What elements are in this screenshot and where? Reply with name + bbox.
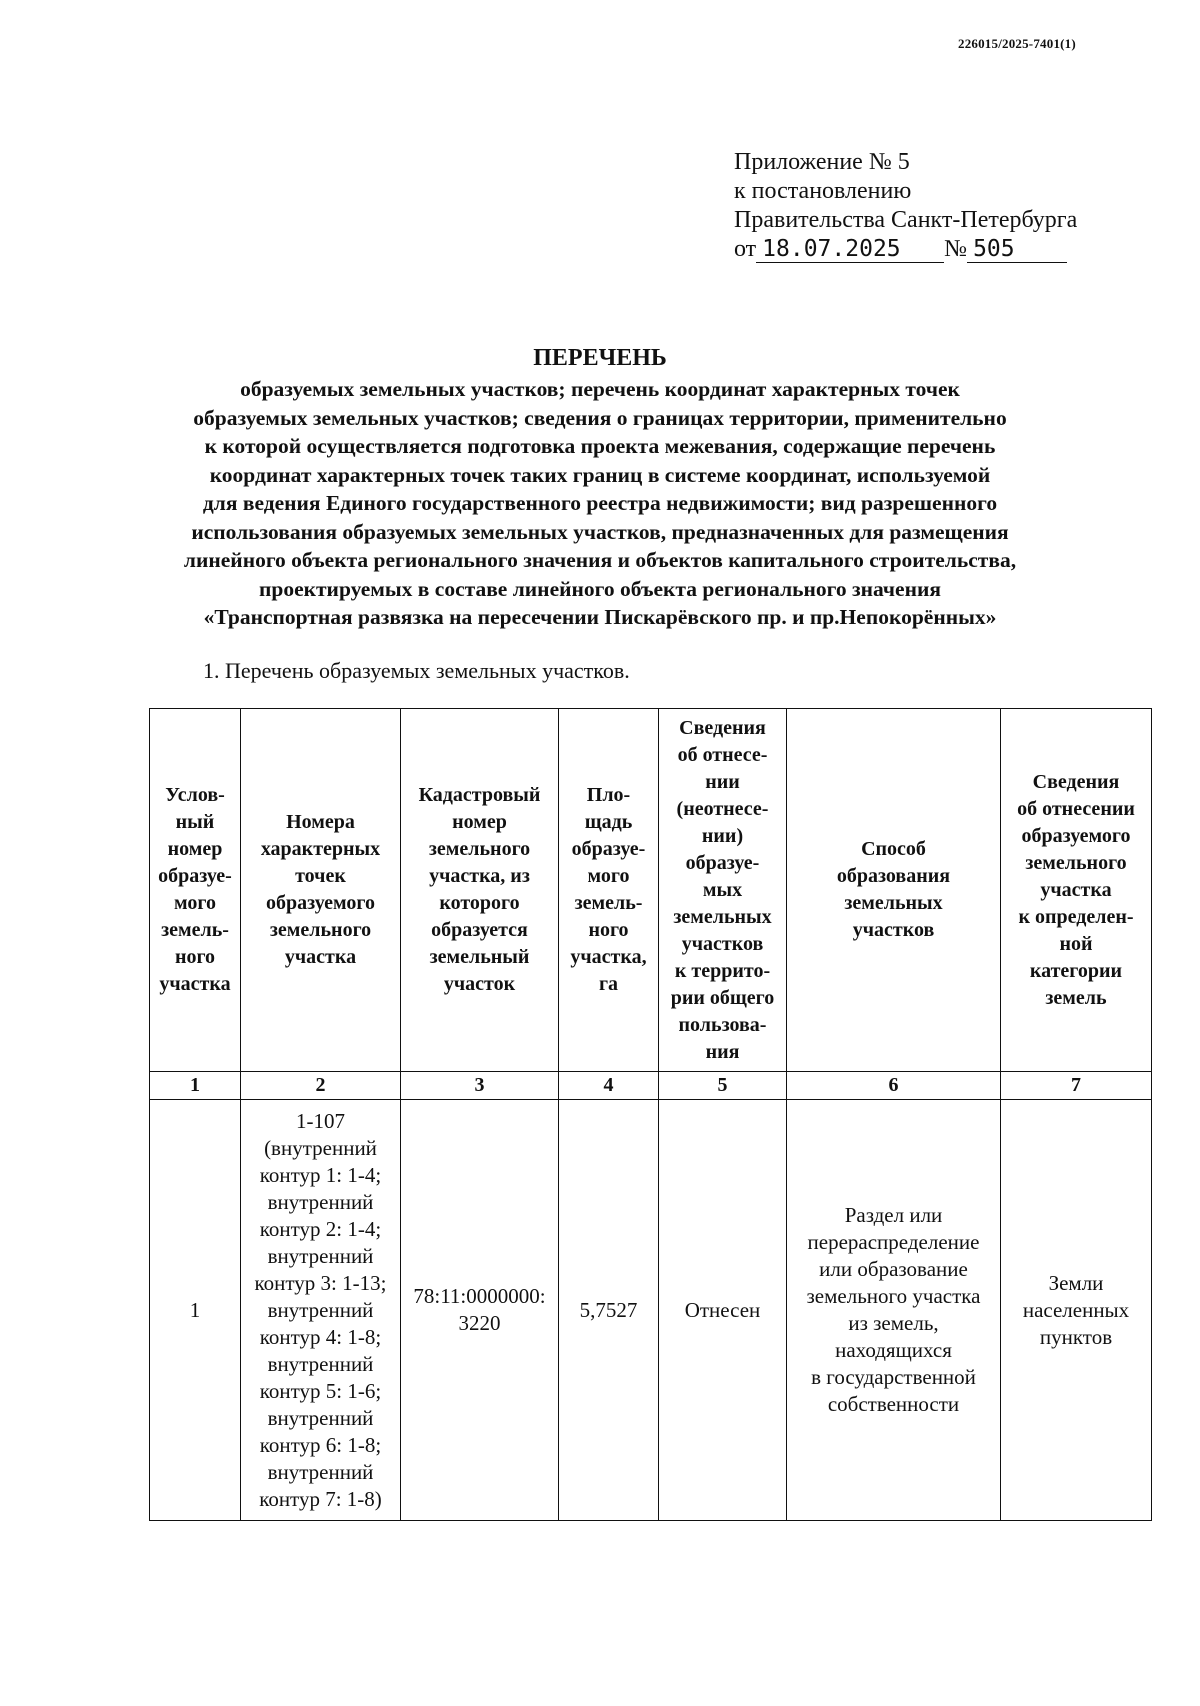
- formation-method-cell-line: перераспределение: [807, 1230, 980, 1254]
- header-text: участков: [852, 919, 935, 941]
- header-text: ного: [588, 919, 629, 941]
- header-text: земельного: [1025, 851, 1127, 874]
- table-row: [150, 1100, 1152, 1521]
- header-text: Способ: [861, 838, 926, 860]
- header-text: пользова-: [678, 1013, 767, 1036]
- header-text: участка: [159, 973, 231, 995]
- header-cell-5: [659, 709, 787, 1072]
- land-category-cell-line: Земли: [1048, 1270, 1104, 1295]
- header-text: земель-: [574, 892, 643, 914]
- column-number-7: 7: [1001, 1072, 1152, 1100]
- public-use-cell: Отнесен: [659, 1100, 787, 1521]
- appendix-block: [734, 148, 1094, 264]
- header-text: Сведения: [1032, 770, 1120, 793]
- header-text: ного: [174, 946, 216, 968]
- formation-method-cell-line: собственности: [827, 1392, 960, 1416]
- appendix-government: Правительства Санкт-Петербурга: [734, 207, 1078, 233]
- header-text: образуе-: [158, 865, 232, 887]
- registration-number: 226015/2025-7401(1): [958, 36, 1076, 51]
- header-text: земельных: [673, 905, 772, 928]
- header-text: образуемого: [266, 892, 375, 914]
- header-text: щадь: [584, 811, 633, 833]
- formation-method-cell-line: земельного участка: [806, 1284, 981, 1308]
- header-cell-4: [559, 709, 659, 1072]
- points-cell-line: контур 3: 1-13;: [254, 1270, 387, 1295]
- formation-method-cell-line: Раздел или: [844, 1203, 943, 1227]
- header-text: земель-: [161, 919, 229, 941]
- header-text: земельных: [844, 892, 943, 914]
- header-text: участка, из: [429, 865, 530, 887]
- column-number-5: 5: [659, 1072, 787, 1100]
- points-cell-line: внутренний: [267, 1459, 374, 1484]
- header-text: участка: [284, 946, 357, 968]
- number-label: №: [944, 236, 968, 262]
- header-text: номер: [452, 811, 507, 833]
- header-text: Пло-: [586, 784, 631, 806]
- header-text: характерных: [260, 838, 381, 860]
- column-number-6: 6: [787, 1072, 1001, 1100]
- table-header-row: [150, 709, 1152, 1072]
- header-text: образуе-: [685, 851, 760, 874]
- points-cell-line: внутренний: [267, 1297, 374, 1322]
- header-text: Кадастровый: [418, 784, 541, 806]
- header-cell-2: [241, 709, 401, 1072]
- subtitle-line: образуемых земельных участков; сведения о границах территории, применительно: [193, 405, 1007, 430]
- header-cell-7: [1001, 709, 1152, 1072]
- header-text: об отнесении: [1017, 797, 1135, 820]
- area-cell: 5,7527: [559, 1100, 659, 1521]
- header-text: мого: [587, 865, 630, 887]
- points-cell: [241, 1100, 401, 1521]
- header-text: категории: [1029, 959, 1123, 982]
- header-text: образования: [836, 865, 951, 887]
- header-text: об отнесе-: [677, 743, 768, 766]
- header-text: к террито-: [674, 959, 771, 982]
- document-title: ПЕРЕЧЕНЬ: [533, 345, 667, 371]
- subtitle-line: «Транспортная развязка на пересечении Пискарёвского пр. и пр.Непокорённых»: [203, 605, 997, 629]
- land-category-cell-line: пунктов: [1039, 1324, 1113, 1349]
- decree-number: 505: [967, 236, 1067, 263]
- header-text: номер: [167, 838, 223, 860]
- header-text: образуемого: [1021, 824, 1131, 847]
- header-text: участок: [443, 973, 516, 995]
- header-text: образуе-: [571, 838, 646, 860]
- header-text: Сведения: [679, 716, 766, 739]
- subtitle-line: образуемых земельных участков; перечень координат характерных точек: [240, 377, 960, 401]
- header-text: точек: [295, 865, 346, 887]
- decree-date: 18.07.2025: [756, 236, 944, 263]
- cadastral-number-cell-line: 3220: [458, 1311, 501, 1335]
- points-cell-line: контур 2: 1-4;: [259, 1216, 382, 1241]
- points-cell-line: контур 6: 1-8;: [259, 1432, 382, 1457]
- header-text: земельный: [429, 946, 530, 968]
- column-number-row: [150, 1072, 1152, 1100]
- header-text: к определен-: [1018, 905, 1134, 928]
- points-cell-line: (внутренний: [264, 1135, 377, 1160]
- header-text: га: [598, 973, 619, 995]
- points-cell-line: 1-107: [296, 1108, 345, 1133]
- formation-method-cell-line: в государственной: [811, 1365, 976, 1389]
- header-text: мых: [702, 878, 743, 901]
- header-text: (неотнесе-: [676, 797, 769, 820]
- appendix-decree: к постановлению: [734, 178, 912, 204]
- header-cell-3: [401, 709, 559, 1072]
- header-text: земель: [1045, 986, 1107, 1009]
- land-category-cell-line: населенных: [1022, 1297, 1130, 1322]
- header-text: земельного: [428, 838, 531, 860]
- subtitle-line: для ведения Единого государственного реестра недвижимости; вид разрешенного: [202, 491, 998, 515]
- header-text: ной: [1059, 932, 1093, 955]
- formation-method-cell-line: или образование: [819, 1257, 968, 1281]
- header-text: нии: [705, 770, 740, 793]
- from-label: от: [734, 236, 757, 262]
- formation-method-cell: [787, 1100, 1001, 1521]
- header-text: участков: [681, 932, 764, 955]
- subtitle-line: к которой осуществляется подготовка проекта межевания, содержащие перечень: [204, 434, 996, 458]
- header-text: участка: [1040, 878, 1112, 901]
- points-cell-line: внутренний: [267, 1351, 374, 1376]
- cadastral-number-cell: [401, 1100, 559, 1521]
- points-cell-line: контур 4: 1-8;: [259, 1324, 382, 1349]
- land-category-cell: [1001, 1100, 1152, 1521]
- header-text: рии общего: [670, 986, 775, 1009]
- formation-method-cell-line: из земель,: [848, 1311, 939, 1335]
- document-subtitle: [130, 375, 1070, 632]
- formation-method-cell-line: находящихся: [835, 1338, 952, 1362]
- points-cell-line: внутренний: [267, 1189, 374, 1214]
- column-number-2: 2: [241, 1072, 401, 1100]
- column-number-4: 4: [559, 1072, 659, 1100]
- points-cell-line: контур 5: 1-6;: [259, 1378, 382, 1403]
- subtitle-line: линейного объекта регионального значения и объектов капитального строительства,: [183, 548, 1017, 572]
- column-number-3: 3: [401, 1072, 559, 1100]
- points-cell-line: внутренний: [267, 1243, 374, 1268]
- subtitle-line: координат характерных точек таких границ в системе координат, используемой: [209, 462, 991, 487]
- subtitle-line: проектируемых в составе линейного объекта регионального значения: [258, 576, 942, 601]
- cadastral-number-cell-line: 78:11:0000000:: [413, 1284, 546, 1308]
- subtitle-line: использования образуемых земельных участков, предназначенных для размещения: [191, 519, 1009, 544]
- header-text: образуется: [431, 919, 528, 941]
- header-text: Номера: [286, 811, 355, 833]
- column-number-1: 1: [150, 1072, 241, 1100]
- header-cell-6: [787, 709, 1001, 1072]
- header-text: Услов-: [165, 784, 225, 806]
- header-cell-1: [150, 709, 241, 1072]
- appendix-title: Приложение № 5: [734, 149, 910, 175]
- plot-number-cell: 1: [150, 1100, 241, 1521]
- section-heading: 1. Перечень образуемых земельных участков.: [203, 658, 630, 683]
- header-text: нии): [701, 824, 744, 847]
- header-text: земельного: [269, 919, 372, 941]
- header-text: участка,: [570, 946, 647, 968]
- land-plots-table: [149, 708, 1152, 1521]
- decree-signature-line: [734, 235, 1094, 264]
- points-cell-line: контур 7: 1-8): [259, 1486, 382, 1511]
- header-text: ния: [705, 1040, 740, 1063]
- points-cell-line: контур 1: 1-4;: [259, 1162, 382, 1187]
- header-text: мого: [174, 892, 216, 914]
- header-text: ный: [175, 811, 215, 833]
- header-text: которого: [439, 892, 520, 914]
- points-cell-line: внутренний: [267, 1405, 374, 1430]
